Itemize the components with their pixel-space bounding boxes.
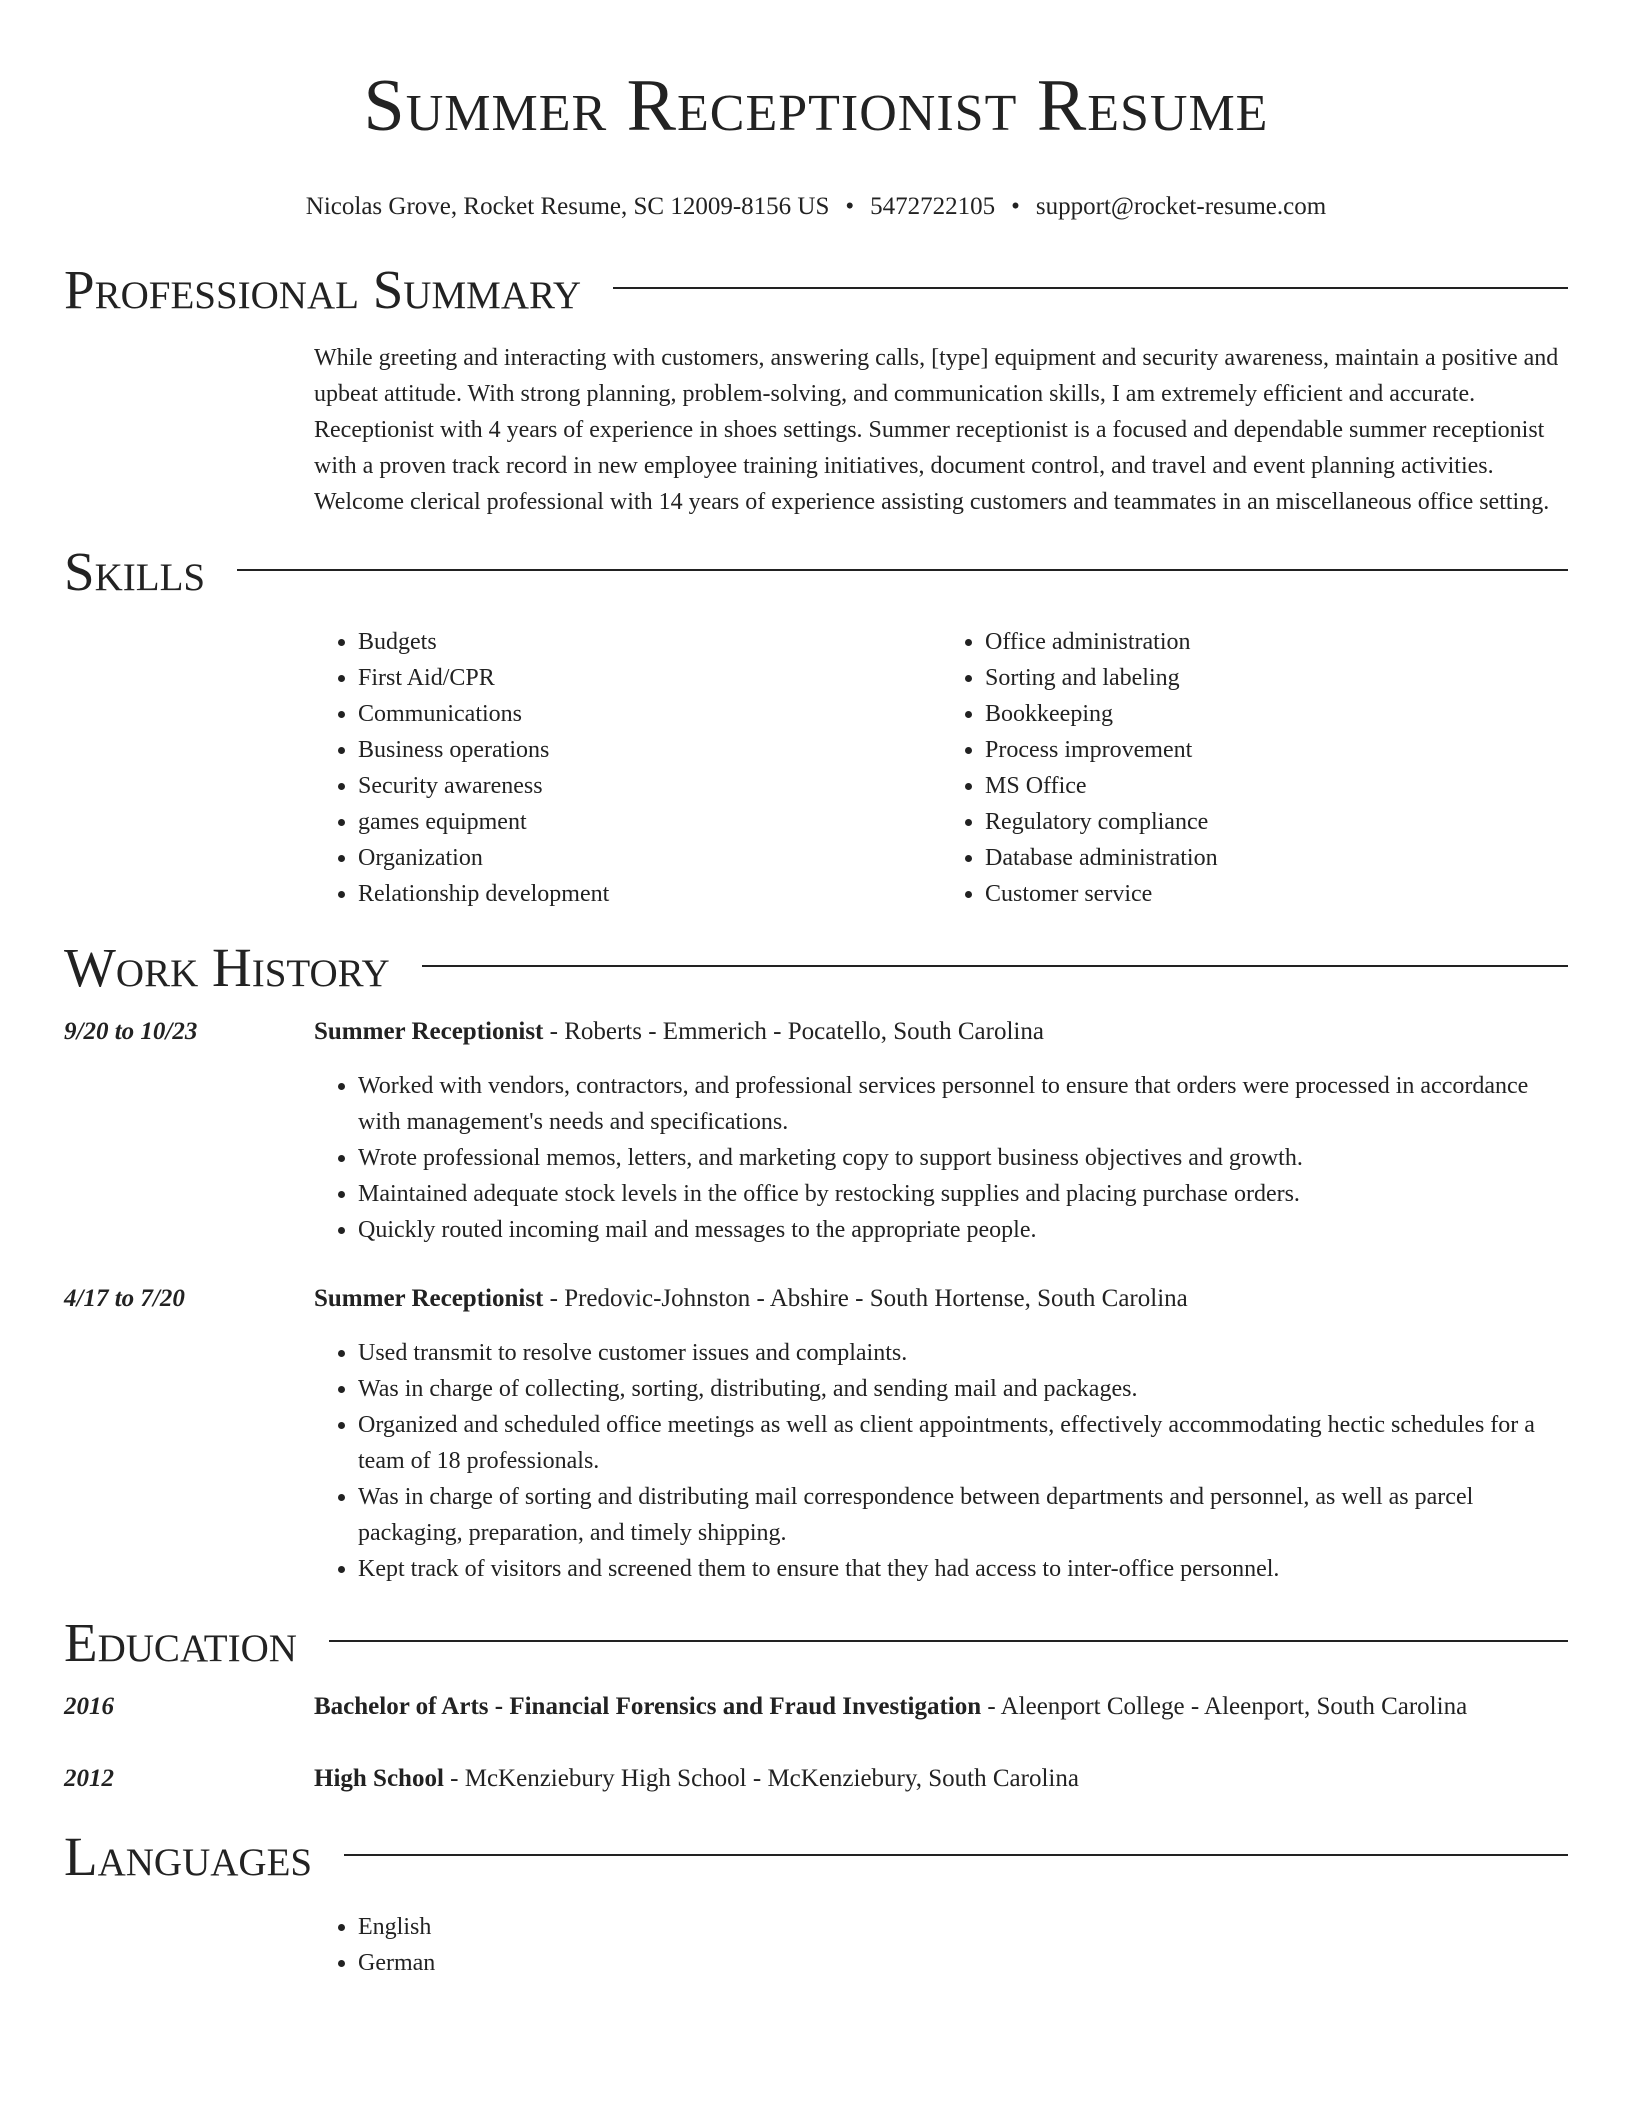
contact-separator: • [845, 193, 855, 220]
job-title-line [314, 1281, 1188, 1317]
languages-heading: Languages [64, 1826, 313, 1887]
job-title: Summer Receptionist [314, 1285, 544, 1312]
languages-section-header [64, 1825, 1568, 1889]
skills-columns [314, 624, 1568, 912]
skills-section-header [64, 540, 1568, 604]
skill-item: • Communications [358, 696, 941, 732]
skill-item: • Security awareness [358, 768, 941, 804]
section-divider [613, 287, 1568, 289]
job-entry [64, 1281, 1568, 1317]
skills-list-right [941, 624, 1568, 912]
skill-item: • Bookkeeping [985, 696, 1568, 732]
work-heading: Work History [64, 937, 390, 998]
skill-item: • games equipment [358, 804, 941, 840]
education-degree: High School [314, 1765, 444, 1792]
contact-email: support@rocket-resume.com [1035, 193, 1327, 220]
section-divider [344, 1854, 1568, 1856]
job-bullet: • Was in charge of collecting, sorting, distributing, and sending mail and packages. [358, 1371, 1568, 1407]
skill-item: • Regulatory compliance [985, 804, 1568, 840]
job-duties [314, 1335, 1568, 1587]
resume-page [64, 0, 1568, 1981]
education-entry [64, 1689, 1568, 1725]
work-section-header [64, 936, 1568, 1000]
job-bullet: • Used transmit to resolve customer issues and complaints. [358, 1335, 1568, 1371]
contact-line [64, 192, 1568, 222]
job-employer: - Predovic-Johnston - Abshire - South Hortense, South Carolina [543, 1285, 1188, 1312]
section-divider [329, 1640, 1568, 1642]
skills-heading: Skills [64, 541, 206, 602]
education-school: - McKenziebury High School - McKenziebury, South Carolina [443, 1765, 1079, 1792]
job-bullet: • Maintained adequate stock levels in the office by restocking supplies and placing purchase orders. [358, 1176, 1568, 1212]
job-bullet: • Organized and scheduled office meetings as well as client appointments, effectively accommodating hectic schedules for a team of 18 professionals. [358, 1407, 1568, 1479]
summary-section-header [64, 258, 1568, 322]
job-bullet: • Quickly routed incoming mail and messages to the appropriate people. [358, 1212, 1568, 1248]
skill-item: • Budgets [358, 624, 941, 660]
contact-phone: 5472722105 [870, 193, 996, 220]
job-bullets [314, 1068, 1568, 1248]
language-item: • German [358, 1945, 1568, 1981]
job-bullet: • Wrote professional memos, letters, and marketing copy to support business objectives and growth. [358, 1140, 1568, 1176]
job-duties [314, 1068, 1568, 1248]
education-heading: Education [64, 1612, 297, 1673]
language-item: • English [358, 1909, 1568, 1945]
education-degree: Bachelor of Arts - Financial Forensics and Fraud Investigation [314, 1693, 982, 1720]
languages-body [314, 1909, 1568, 1981]
summary-body [314, 340, 1568, 520]
skill-item: • Database administration [985, 840, 1568, 876]
skills-list-left [314, 624, 941, 912]
job-entry [64, 1014, 1568, 1050]
resume-title: Summer Receptionist Resume [363, 65, 1269, 147]
section-divider [237, 569, 1568, 571]
job-dates: 9/20 to 10/23 [64, 1018, 198, 1045]
skill-item: • Organization [358, 840, 941, 876]
skill-item: • Office administration [985, 624, 1568, 660]
job-title-line [314, 1014, 1044, 1050]
education-section-header [64, 1611, 1568, 1675]
education-year: 2012 [64, 1765, 114, 1792]
section-divider [422, 965, 1568, 967]
education-line [314, 1761, 1079, 1797]
summary-heading: Professional Summary [64, 259, 582, 320]
languages-list [314, 1909, 1568, 1981]
contact-separator: • [1011, 193, 1020, 220]
job-dates: 4/17 to 7/20 [64, 1285, 185, 1312]
skill-item: • MS Office [985, 768, 1568, 804]
job-title: Summer Receptionist [314, 1018, 544, 1045]
job-bullet: • Kept track of visitors and screened them to ensure that they had access to inter-office personnel. [358, 1551, 1568, 1587]
education-line [314, 1689, 1467, 1725]
education-year: 2016 [64, 1693, 114, 1720]
skill-item: • Sorting and labeling [985, 660, 1568, 696]
skill-item: • Business operations [358, 732, 941, 768]
contact-address: Nicolas Grove, Rocket Resume, SC 12009-8156 US [305, 193, 830, 220]
job-bullet: • Worked with vendors, contractors, and professional services personnel to ensure that orders were processed in accordance with management's needs and specifications. [358, 1068, 1568, 1140]
job-bullets [314, 1335, 1568, 1587]
skill-item: • Relationship development [358, 876, 941, 912]
skill-item: • Customer service [985, 876, 1568, 912]
job-employer: - Roberts - Emmerich - Pocatello, South Carolina [543, 1018, 1044, 1045]
summary-text: While greeting and interacting with customers, answering calls, [type] equipment and security awareness, maintain a positive and upbeat attitude. With strong planning, problem-solving, and communication skills, I am extremely efficient and accurate. Receptionist with 4 years of experience in shoes settings. Summer receptionist is a focused and dependable summer receptionist with a proven track record in new employee training initiatives, document control, and travel and event planning activities. Welcome clerical professional with 14 years of experience assisting customers and teammates in an miscellaneous office setting. [314, 345, 1559, 515]
education-entry [64, 1761, 1568, 1797]
skill-item: • Process improvement [985, 732, 1568, 768]
skill-item: • First Aid/CPR [358, 660, 941, 696]
education-school: - Aleenport College - Aleenport, South Carolina [981, 1693, 1468, 1720]
job-bullet: • Was in charge of sorting and distributing mail correspondence between departments and personnel, as well as parcel packaging, preparation, and timely shipping. [358, 1479, 1568, 1551]
